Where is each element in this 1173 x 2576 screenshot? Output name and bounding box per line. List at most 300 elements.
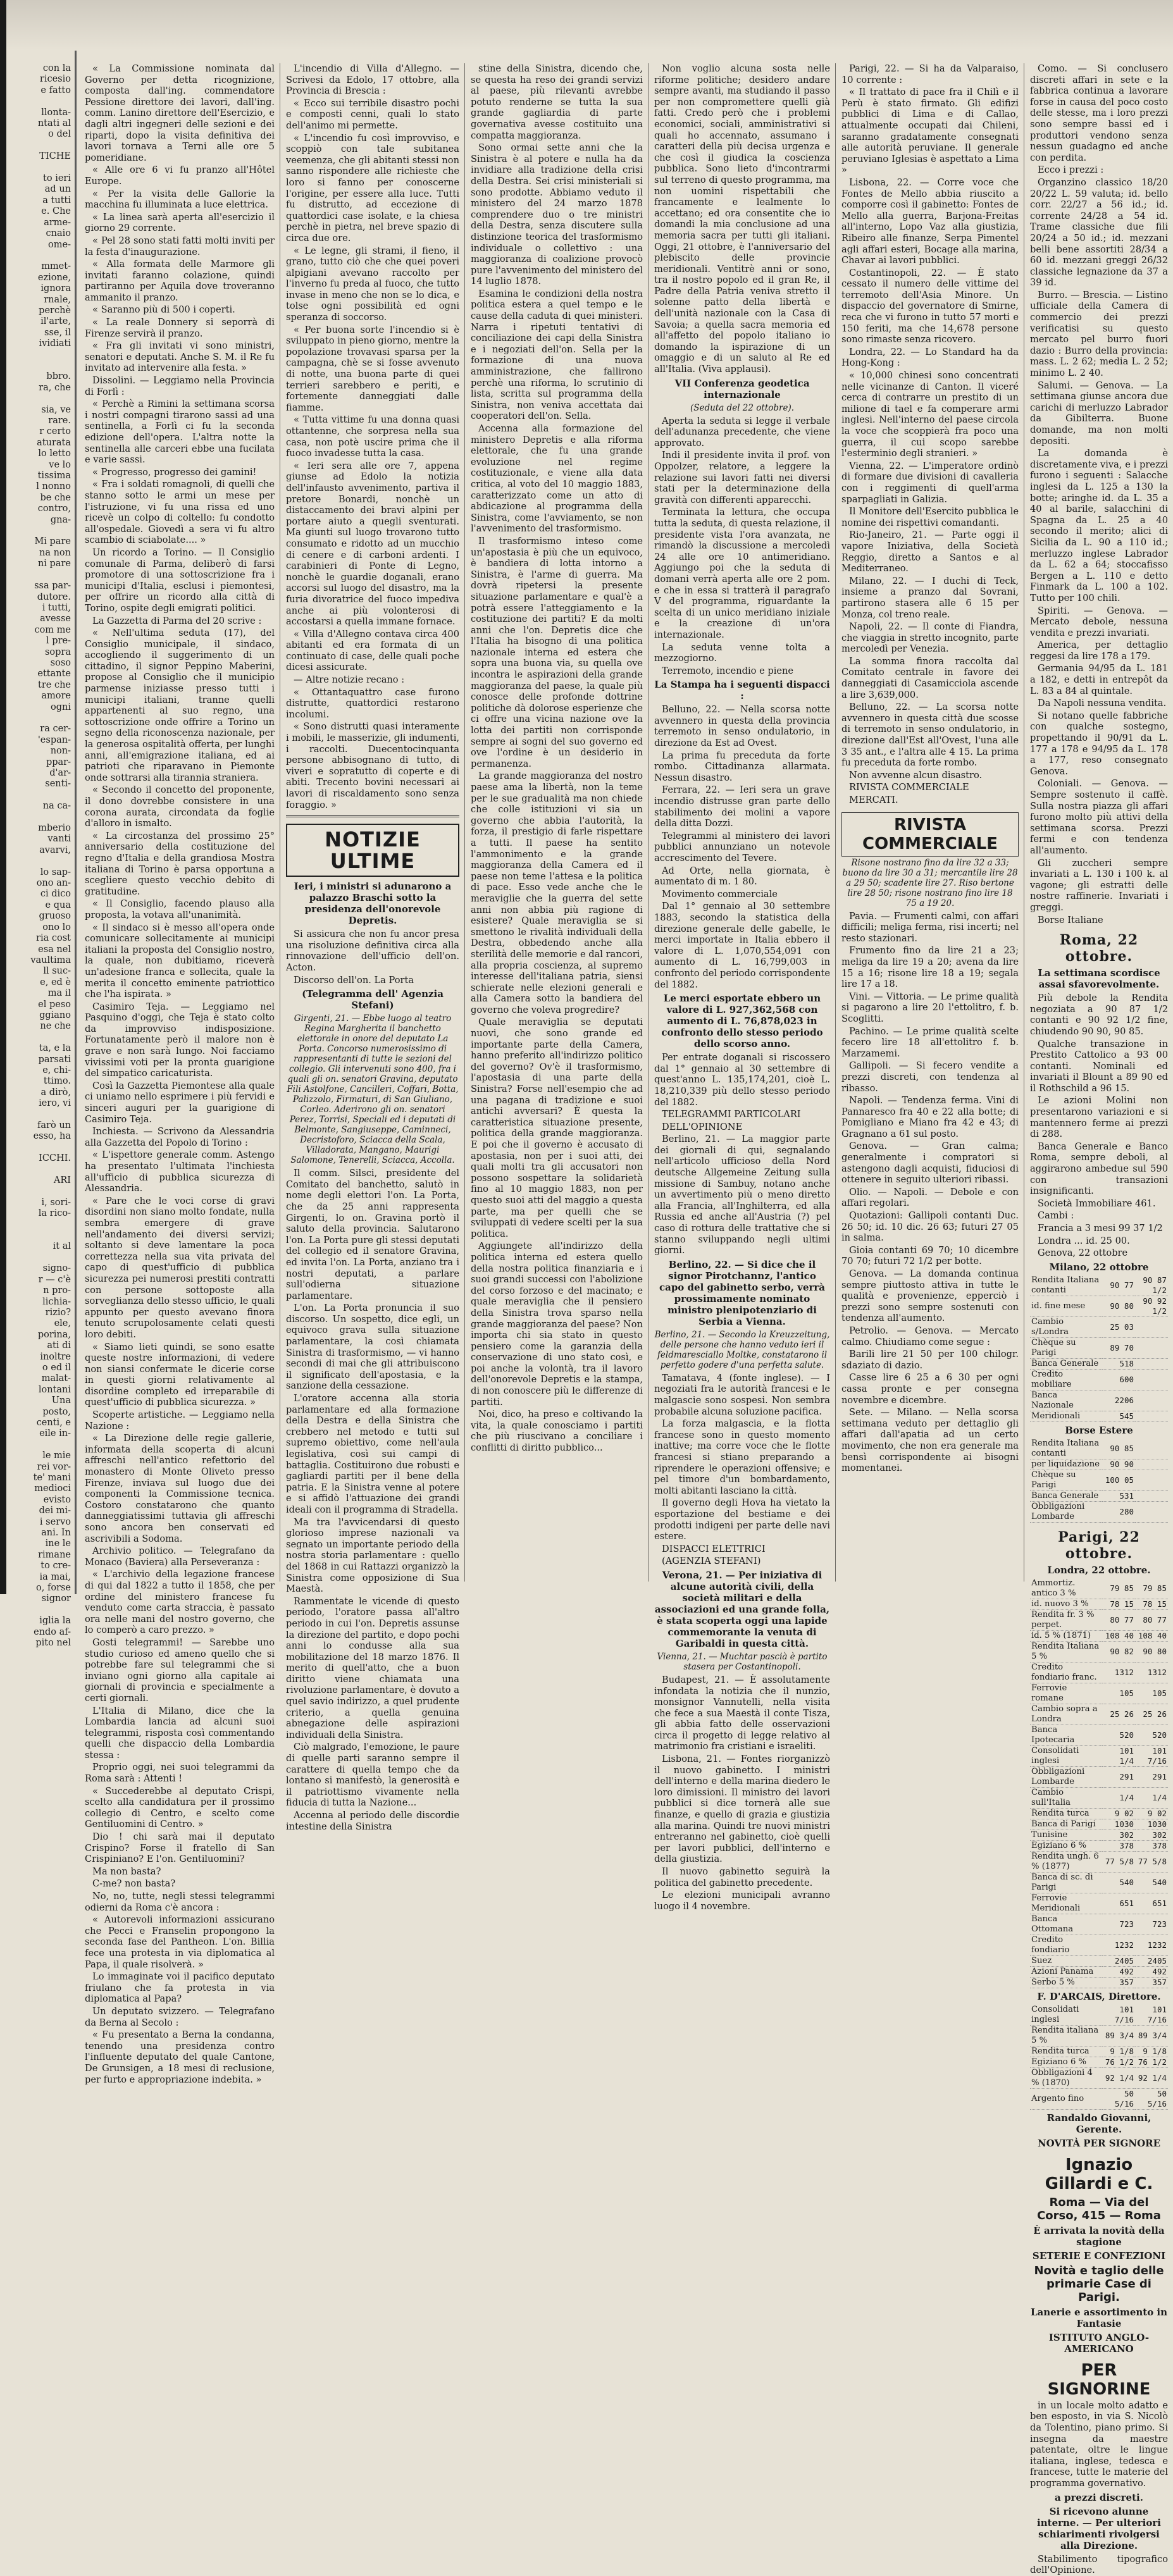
- quote-row: [1030, 1966, 1168, 1977]
- article-paragraph: Qualche transazione in Prestito Cattolico a 93 00 contanti. Nominali ed invariati il Blount a 89 90 ed il Rothschild a 96 15.: [1030, 1038, 1168, 1094]
- quote-cell: Obbligazioni Lombarde: [1030, 1766, 1102, 1787]
- edge-fragment: ogni: [51, 702, 71, 712]
- article-paragraph: C-me? non basta?: [92, 1878, 176, 1890]
- article-paragraph: Aggiungete all'indirizzo della politica interna ed estera quello della nostra politica finanziaria e i suoi grandi successi con l'abolizione del corso forzoso e del macinato; e quale meraviglia che il pensiero della Sinistra trova sparso nella grande maggioranza del paese? Non importa chi sia stato in questo pensiero come la garanzia della conservazione di uno stato così, e poi anche la volontà, tra il lavoro dell'onorevole Depretis e la stampa, di non conoscere più le differenze di partiti.: [471, 1241, 643, 1408]
- edge-fragment: tre che: [38, 679, 71, 690]
- quote-cell: 520: [1135, 1725, 1168, 1745]
- article-paragraph: MERCATI.: [849, 795, 898, 805]
- quote-cell: 651: [1102, 1893, 1135, 1914]
- quote-cell: 101 7/16: [1102, 2005, 1135, 2026]
- section-heading: VII Conferenza geodetica internazionale: [674, 377, 810, 400]
- quote-cell: Tunisine: [1030, 1830, 1102, 1840]
- section-heading: È arrivata la novità della stagione: [1033, 2224, 1165, 2248]
- quote-cell: [1135, 1501, 1168, 1522]
- quote-cell: Chèque su Parigi: [1030, 1470, 1102, 1490]
- article-paragraph: La domanda è discretamente viva, e i prezzi furono i seguenti : Salacche inglesi da L. 125 a 130 la botte; aringhe id. da L. 35 a 40 al barile, salacchini di Spagna da L. 25 a 40 secondo il merito; alici di Sicilia da L. 90 a 110 id.; merluzzo inglese Labrador da L. 62 a 64; stoccafisso Bergen a L. 110 e detto Finmark da L. 100 a 102. Tutto per 100 chili.: [1030, 448, 1168, 604]
- article-paragraph: (AGENZIA STEFANI): [662, 1556, 761, 1567]
- article-paragraph: Sono ormai sette anni che la Sinistra è al potere e nulla ha da invidiare alla tradizione della crisi della Destra. Sei crisi ministeriali si sono prodotte. Abbiamo veduto il ministero del 24 marzo 1878 comprendere duo o tre ministri della Destra, senza discutere sulla distinzione teorica del trasformismo individuale o collettivo : una maggioranza di coalizione provocò pure l'avvenimento del ministero del 14 luglio 1878.: [471, 142, 643, 287]
- section-heading: NOVITÀ PER SIGNORE: [1037, 2137, 1161, 2149]
- quote-cell: 1312: [1102, 1662, 1135, 1683]
- article-paragraph: « Fra i soldati romagnoli, di quelli che stanno sotto le armi un mese per l'istruzione, vi fu una rissa ed uno ricevè un colpo di coltello: fu condotto all'ospedale. Giovedì a sera vi fu altro scambio di sciabolate.... »: [85, 479, 275, 546]
- article-paragraph: Terremoto, incendio e piene: [662, 665, 794, 676]
- quote-cell: 89 3/4: [1135, 2025, 1168, 2046]
- quote-cell: 90 80: [1102, 1296, 1135, 1316]
- quote-row: [1030, 1609, 1168, 1630]
- quote-cell: Cambio s/Londra: [1030, 1316, 1102, 1337]
- previous-page-edge: [8, 63, 71, 1649]
- quote-cell: Rendita turca: [1030, 1808, 1102, 1819]
- quote-cell: Cambio sull'Italia: [1030, 1787, 1102, 1808]
- column-5: [838, 63, 1022, 1582]
- article-paragraph: « Ieri sera alle ore 7, appena giunse ad Edolo la notizia dell'infausto avvenimento, partiva il pretore Bonardi, nonchè un distaccamento dei bravi alpini per portare aiuto a quegli sventurati. Ma giunti sul luogo trovarono tutto consumato e ridotto ad un mucchio di cenere e di carboni ardenti. I carabinieri di Ponte di Legno, nonchè le guardie doganali, erano accorsi sul luogo del disastro, ma la furia divoratrice del fuoco impediva anche ai più volonterosi di accostarsi a quella immane fornace.: [286, 460, 459, 628]
- article-paragraph: Sete. — Milano. — Nella scorsa settimana veduto per dettaglio gli affari dall'apatia ad un certo movimento, che non era generale ma bensì corrispondente ai bisogni momentanei.: [841, 1407, 1019, 1474]
- article-paragraph: « La Commissione nominata dal Governo per detta ricognizione, composta dall'ing. commendatore Pessione direttore dei lavori, dall'ing. comm. Lanino direttore dell'Esercizio, e dagli altri ingegneri delle sezioni e dei riparti, dopo la visita definitiva dei lavori tornava a Terni alle ore 5 pomeridiane.: [85, 63, 275, 163]
- quote-cell: 540: [1135, 1872, 1168, 1893]
- edge-fragment: porina,: [37, 1329, 71, 1340]
- quote-cell: 492: [1135, 1966, 1168, 1977]
- article-paragraph: Rio-Janeiro, 21. — Parte oggi il vapore Iniziativa, della Società Reggio, diretto a Santos e al Mediterraneo.: [841, 529, 1019, 574]
- quote-cell: Banca di Parigi: [1030, 1819, 1102, 1830]
- edge-fragment: aturata: [37, 437, 71, 448]
- quote-row: [1030, 1977, 1168, 1988]
- quote-cell: 9 1/8: [1135, 2046, 1168, 2057]
- edge-fragment: o, forse: [36, 1583, 71, 1594]
- edge-fragment: inoltre: [40, 1351, 71, 1362]
- article-paragraph: « Succederebbe al deputato Crispi, scelto alla candidatura per il prossimo collegio di Centro, e scelto come Gentiluomini di Centro. »: [85, 1785, 275, 1830]
- quote-row: [1030, 1840, 1168, 1851]
- rivista-commerciale-title: RIVISTA COMMERCIALE: [841, 812, 1019, 857]
- edge-fragment: ssa par-: [34, 581, 71, 591]
- article-paragraph: Petrolio. — Genova. — Mercato calmo. Chiudiamo come segue :: [841, 1325, 1019, 1347]
- quote-row: [1030, 1851, 1168, 1872]
- edge-fragment: ICCHI.: [39, 1153, 71, 1164]
- edge-fragment: [8, 713, 71, 724]
- quote-cell: Banca Generale: [1030, 1358, 1102, 1369]
- quote-cell: 89 70: [1102, 1337, 1135, 1358]
- quote-cell: [1135, 1316, 1168, 1337]
- quote-cell: 77 5/8: [1102, 1851, 1135, 1872]
- edge-fragment: ve lo: [49, 459, 71, 470]
- quote-row: [1030, 1390, 1168, 1411]
- quote-cell: 518: [1102, 1358, 1135, 1369]
- edge-fragment: [8, 96, 71, 107]
- quote-row: [1030, 2025, 1168, 2046]
- column-rule: [648, 63, 649, 1582]
- article-paragraph: Tamatava, 4 (fonte inglese). — I negoziati fra le autorità francesi e le malgascie sono sospesi. Non sembra probabile alcuna soluzione pacifica.: [654, 1372, 830, 1417]
- quote-cell: 90 85: [1102, 1439, 1135, 1459]
- article-paragraph: Barili lire 21 50 per 100 chilogr. sdaziato di dazio.: [841, 1349, 1019, 1371]
- edge-fragment: ttimo.: [43, 1076, 71, 1087]
- edge-fragment: [8, 1253, 71, 1263]
- article-paragraph: « L'incendio fu così improvviso, e scoppiò con tale subitanea veemenza, che gli abitanti stessi non sanno rispondere alle richieste che loro si fanno per conoscerne l'origine, per essere alla luce. Tutti fu distrutto, ad eccezione di quattordici case isolate, e la chiesa perchè in pietra, nel breve spazio di circa due ore.: [286, 132, 459, 244]
- article-paragraph: Inchiesta. — Scrivono da Alessandria alla Gazzetta del Popolo di Torino :: [85, 1126, 275, 1148]
- quote-cell: 492: [1102, 1966, 1135, 1977]
- edge-fragment: lo letto: [38, 449, 71, 459]
- quote-cell: Obbligazioni Lombarde: [1030, 1501, 1102, 1522]
- edge-fragment: parsati: [38, 1054, 71, 1065]
- quote-cell: 78 15: [1135, 1599, 1168, 1609]
- edge-fragment: endo af-: [34, 1626, 71, 1637]
- quote-cell: id. nuovo 3 %: [1030, 1599, 1102, 1609]
- article-paragraph: « Alle ore 6 vi fu pranzo all'Hôtel Europe.: [85, 164, 275, 187]
- article-paragraph: « Ottantaquattro case furono distrutte, quattordici restarono incolumi.: [286, 686, 459, 720]
- article-paragraph: « Tutta vittime fu una donna quasi ottantenne, che sorpresa nella sua casa, non potè uscire prima che il fuoco invadesse tutta la casa.: [286, 414, 459, 459]
- article-paragraph: « Progresso, progresso dei gamini!: [92, 466, 257, 478]
- article-paragraph: Berlino, 21. — La maggior parte dei giornali di qui, segnalando nell'articolo ufficioso della Nord deutsche Allgemeine Zeitung sulla missione di Sambuy, notano anche un avvertimento più o meno diretto alla Francia, all'Inghilterra, ed alla Russia ed anche all'Austria (?) pel caso di rottura delle trattative che si stanno sviluppando negli ultimi giorni.: [654, 1134, 830, 1256]
- quote-row: [1030, 1819, 1168, 1830]
- quote-cell: 2405: [1135, 1955, 1168, 1966]
- section-heading: Londra, 22 ottobre.: [1047, 1564, 1151, 1576]
- quote-cell: 651: [1135, 1893, 1168, 1914]
- edge-fragment: a dirò,: [40, 1087, 71, 1098]
- edge-fragment: posto,: [42, 1406, 71, 1417]
- article-paragraph: Quotazioni: Gallipoli contanti Duc. 26 50; id. 10 dic. 26 63; futuri 27 05 in salma.: [841, 1210, 1019, 1244]
- quote-cell: Serbo 5 %: [1030, 1977, 1102, 1988]
- edge-fragment: [8, 1605, 71, 1616]
- quote-cell: Rendita Italiana contanti: [1030, 1275, 1102, 1296]
- edge-fragment: i servo: [39, 1516, 71, 1527]
- edge-fragment: e qua: [45, 900, 71, 910]
- edge-fragment: l pre-: [46, 636, 71, 647]
- article-paragraph: Dio ! chi sarà mai il deputato Crispino? Forse il fratello di San Crispiniano? E l'on. Gentiluomini?: [85, 1831, 275, 1865]
- article-paragraph: Terminata la lettura, che occupa tutta la seduta, di questa relazione, il presidente vista l'ora avanzata, ne rimandò la discussione a mercoledì 24 alle ore 10 antimeridiano. Aggiungo poi che la seduta di domani verrà aperta alle ore 2 pom. e che in essa si tratterà il paragrafo V del programma, riguardante la scelta di un unico meridiano iniziale e la creazione di un'ora internazionale.: [654, 507, 830, 640]
- section-heading: Borse Estere: [1065, 1424, 1133, 1436]
- quote-cell: 101 7/16: [1135, 2005, 1168, 2026]
- quote-cell: 723: [1102, 1914, 1135, 1935]
- edge-fragment: gna-: [50, 514, 71, 525]
- page-fold: [75, 51, 77, 1594]
- quote-cell: Rendita italiana 5 %: [1030, 2025, 1102, 2046]
- article-paragraph: Burro. — Brescia. — Listino ufficiale della Camera di commercio dei prezzi verificatisi su questo mercato pel burro fuori dazio : Burro della provincia: mass. L. 2 62; media L. 2 52; minimo L. 2 40.: [1030, 289, 1168, 379]
- section-heading: Si ricevono alunne interne. — Per ulteriori schiarimenti rivolgersi alla Direzione.: [1037, 2505, 1161, 2551]
- quote-row: [1030, 1935, 1168, 1955]
- edge-fragment: 'espan-: [37, 734, 71, 745]
- edge-fragment: ati di: [47, 1341, 71, 1351]
- article-paragraph: Genova. — La domanda continua sempre piuttosto attiva in tutte le qualità e provenienze, epperciò i prezzi sono sempre sostenuti con tendenza all'aumento.: [841, 1268, 1019, 1324]
- edge-fragment: soso: [50, 657, 71, 668]
- edge-fragment: medioci: [34, 1483, 71, 1494]
- quote-cell: Ammortiz. antico 3 %: [1030, 1578, 1102, 1599]
- quote-cell: 2206: [1102, 1390, 1135, 1411]
- edge-fragment: ra cer-: [40, 724, 71, 734]
- edge-fragment: ll suc-: [43, 966, 71, 977]
- article-paragraph: Genova, 22 ottobre: [1038, 1248, 1128, 1259]
- quote-row: [1030, 1893, 1168, 1914]
- quote-row: [1030, 1358, 1168, 1369]
- quote-row: [1030, 1830, 1168, 1840]
- edge-fragment: cnaio: [46, 228, 71, 239]
- quote-cell: Credito fondiario: [1030, 1935, 1102, 1955]
- quote-row: [1030, 1630, 1168, 1641]
- article-paragraph: Lo immaginate voi il pacifico deputato friulano che fa protesta in via diplomatica al Papa?: [85, 1971, 275, 2005]
- article-paragraph: Noi, dico, ha preso e coltivando la vita, la quale conosciamo i partiti che più riuscivano a conciliare i conflitti di diritto pubblico...: [471, 1409, 643, 1454]
- article-paragraph: Le azioni Molini non presentarono variazioni e si mantennero ferme ai prezzi di 288.: [1030, 1095, 1168, 1140]
- article-paragraph: « Per la visita delle Gallorie la macchina fu illuminata a luce elettrica.: [85, 188, 275, 211]
- edge-fragment: [8, 393, 71, 404]
- article-paragraph: Telegrammi al ministero dei lavori pubblici annunziano un notevole accrescimento del Tevere.: [654, 830, 830, 864]
- quote-cell: Obbligazioni 4 % (1870): [1030, 2067, 1102, 2088]
- column-6: [1026, 63, 1172, 2576]
- edge-fragment: ggiano: [39, 1010, 71, 1020]
- quote-row: [1030, 2067, 1168, 2088]
- edge-fragment: [8, 526, 71, 536]
- edge-fragment: el peso: [38, 999, 71, 1010]
- article-paragraph: DISPACCI ELETTRICI: [662, 1543, 766, 1554]
- column-3: [467, 63, 647, 1582]
- quote-cell: 9 02: [1102, 1808, 1135, 1819]
- article-paragraph: Pachino. — Le prime qualità scelte fecero lire 18 all'ettolitro f. b. Marzamemi.: [841, 1025, 1019, 1059]
- quote-cell: 92 1/4: [1102, 2067, 1135, 2088]
- quote-row: [1030, 1459, 1168, 1470]
- article-paragraph: Belluno, 22. — La scorsa notte avvennero in questa città due scosse di terremoto in senso ondulatorio, in direzione dall'Est all'Ovest, l'una alle 3 35 ant., e l'altra alle 4 15. La prima fu preceduta da forte rombo.: [841, 702, 1019, 769]
- quote-row: [1030, 1725, 1168, 1745]
- edge-fragment: ci dico: [40, 889, 71, 900]
- quote-cell: 90 90: [1102, 1459, 1135, 1470]
- quote-cell: 25 03: [1102, 1316, 1135, 1337]
- article-paragraph: Ma tra l'avvicendarsi di questo glorioso imprese nazionali va segnato un importante periodo della nostra storia parlamentare : quello del 1868 in cui Rattazzi organizzò la Sinistra come opposizione di Sua Maestà.: [286, 1516, 459, 1595]
- article-paragraph: Non avvenne alcun disastro.: [849, 769, 983, 781]
- edge-fragment: le mie: [42, 1451, 71, 1461]
- article-paragraph: Così la Gazzetta Piemontese alla quale ci uniamo nello esprimere i più fervidi e sinceri auguri per la guarigione di Casimiro Teja.: [85, 1080, 275, 1125]
- edge-fragment: con la: [42, 63, 71, 73]
- article-paragraph: « 10,000 chinesi sono concentrati nelle vicinanze di Canton. Il viceré cerca di contrarre un prestito di un milione di tael e fa comperare armi inglesi. Nell'interno del paese circola la voce che scoppierà fra poco una guerra, il cui scopo sarebbe l'esterminio degli stranieri. »: [841, 370, 1019, 459]
- article-paragraph: Stabilimento tipografico dell'Opinione.: [1030, 2553, 1168, 2576]
- quote-cell: [1135, 1459, 1168, 1470]
- edge-fragment: sopra: [44, 647, 71, 657]
- section-heading: Verona, 21. — Per iniziativa di alcune autorità civili, della società militari e della associazioni ed una grande folla, è stata scoperta oggi una lapide commemorante la venuta di Garibaldi in questa città.: [654, 1569, 830, 1649]
- article-paragraph: Milano, 22. — I duchi di Teck, insieme a pranzo dal Sovrani, partirono stasera alle 6 15 per Monza, col treno reale.: [841, 575, 1019, 620]
- article-paragraph: Ferrara, 22. — Ieri sera un grave incendio distrusse gran parte dello stabilimento dei molini a vapore della ditta Dozzi.: [654, 784, 830, 829]
- article-paragraph: Belluno, 22. — Nella scorsa notte avvennero in questa della provincia terremoto in senso ondulatorio, in direzione da Est ad Ovest.: [654, 704, 830, 749]
- quote-table-genova: [1030, 1275, 1168, 1422]
- section-heading: Randaldo Giovanni, Gerente.: [1046, 2112, 1151, 2135]
- quote-row: [1030, 1275, 1168, 1296]
- edge-fragment: [8, 140, 71, 151]
- quote-table-londra: [1030, 2005, 1168, 2110]
- column-2: [282, 63, 463, 1832]
- quote-row: [1030, 1501, 1168, 1522]
- article-paragraph: Spiriti. — Genova. — Mercato debole, nessuna vendita e prezzi invariati.: [1030, 605, 1168, 638]
- article-paragraph: « Nell'ultima seduta (17), del Consiglio municipale, il sindaco, accogliendo il suggerimento di un cittadino, il signor Peppino Maberini, propose al Consiglio che il municipio parmense iniziasse presso tutti i municipi italiani, tranne quelli appartenenti al suo regno, una sottoscrizione onde offrire a Torino un segno della riconoscenza nazionale, per la generosa ospitalità offerta, per lunghi anni, all'emigrazione italiana, ed ai patrioti che riparavano in Piemonte onde sottrarsi alla tirannia straniera.: [85, 628, 275, 783]
- edge-fragment: te' mani: [33, 1473, 71, 1483]
- edge-fragment: esa nel: [38, 944, 71, 955]
- article-paragraph: Banca Generale e Banco Roma, sempre deboli, al aggirarono ambedue sul 590 con transazioni insignificanti.: [1030, 1141, 1168, 1197]
- edge-fragment: vaultima: [30, 955, 71, 965]
- edge-fragment: centi, e: [36, 1417, 71, 1428]
- section-heading: ISTITUTO ANGLO-AMERICANO: [1048, 2331, 1150, 2355]
- edge-fragment: iero, vi: [39, 1098, 71, 1109]
- quote-cell: 77 5/8: [1135, 1851, 1168, 1872]
- section-heading: Milano, 22 ottobre: [1049, 1261, 1149, 1273]
- edge-fragment: ono lo: [42, 922, 71, 932]
- article-paragraph: Si assicura che non fu ancor presa una risoluzione definitiva circa alla rinnovazione dell'ufficio dell'on. Acton.: [286, 929, 459, 973]
- edge-fragment: amore: [41, 691, 71, 702]
- quote-cell: id. 5 % (1871): [1030, 1630, 1102, 1641]
- article-paragraph: « Pare che le voci corse di gravi disordini non siano molto fondate, nulla sembra emergere di grave nell'andamento dei diversi servizi; soltanto si deve lamentare la poca correttezza nella sua vita privata del capo di quest'ufficio di pubblica sicurezza pei numerosi prestiti contratti con persone sottoposte alla sorveglianza dello stesso ufficio, le quali appunto per questo avevano finora tenuto scrupolosamente celati questi loro debiti.: [85, 1195, 275, 1340]
- article-paragraph: Lisbona, 21. — Fontes riorganizzò il nuovo gabinetto. I ministri dell'interno e della marina diedero le loro dimissioni. Il ministro dei lavori pubblici si dice tornerà alle sue finanze, e quello di grazia e giustizia alla marina. Quindi tre nuovi ministri entreranno nel gabinetto, cioè quelli per lavori pubblici, dell'interno e della giustizia.: [654, 1754, 830, 1865]
- edge-fragment: non-: [50, 746, 71, 757]
- edge-fragment: i tutti,: [42, 602, 71, 613]
- edge-fragment: TICHE: [39, 151, 71, 162]
- quote-row: [1030, 1872, 1168, 1893]
- article-paragraph: « Ecco sui terribile disastro pochi e composti cenni, quali lo stato dell'animo mi permette.: [286, 97, 459, 131]
- edge-fragment: [8, 1440, 71, 1451]
- edge-fragment: ta, e la: [39, 1043, 71, 1054]
- article-paragraph: « Fu presentato a Berna la condanna, tenendo una presidenza contro l'influente deputato del quale Cantone, De Grunsigen, a 18 mesi di reclusione, per furto e appropriazione indebita. »: [85, 2029, 275, 2085]
- edge-fragment: a tutti: [42, 195, 71, 206]
- quote-cell: 92 1/4: [1135, 2067, 1168, 2088]
- quote-table-milano: [1030, 1439, 1168, 1523]
- quote-row: [1030, 1808, 1168, 1819]
- edge-fragment: arme-: [44, 217, 71, 228]
- quote-cell: [1135, 1369, 1168, 1390]
- quote-cell: 76 1/2: [1135, 2057, 1168, 2067]
- article-paragraph: Ecco i prezzi :: [1038, 164, 1104, 176]
- quote-cell: 1232: [1102, 1935, 1135, 1955]
- quote-cell: 9 1/8: [1102, 2046, 1135, 2057]
- article-paragraph: Si notano quelle fabbriche con qualche sostegno, propettando il 90/91 da L. 177 a 178 e 94/95 da L. 178 a 177, reso consegnato Genova.: [1030, 710, 1168, 777]
- edge-fragment: Una: [51, 1396, 71, 1406]
- quote-cell: 101 1/4: [1102, 1745, 1135, 1766]
- article-paragraph: L'oratore accenna alla storia parlamentare ed alla formazione della Destra e della Sinistra che crebbero nel metodo e tutti sul supremo obiettivo, come nell'aula legislativa, così sui campi di battaglia. Costituirono due robusti e gagliardi partiti per il bene della patria. E la Sinistra venne al potere e si affidò l'attuazione dei grandi ideali con il programma di Stradella.: [286, 1393, 459, 1515]
- quote-cell: 101 7/16: [1135, 1745, 1168, 1766]
- article-paragraph: Più debole la Rendita negoziata a 90 87 1/2 contanti e 90 92 1/2 fine, chiudendo 90 90, 90 85.: [1030, 993, 1168, 1037]
- article-paragraph: Parigi, 22. — Si ha da Valparaiso, 10 corrente :: [841, 63, 1019, 85]
- article-paragraph: L'on. La Porta pronuncia il suo discorso. Un sospetto, dice egli, un equivoco grava sulla situazione parlamentare, la così chiamata Sinistra di trasformismo, — vi hanno secondi di mai che gli attribuiscono il significato dell'apostasia, e la sanzione della cessazione.: [286, 1303, 459, 1392]
- article-paragraph: L'incendio di Villa d'Allegno. — Scrivesi da Edolo, 17 ottobre, alla Provincia di Brescia :: [286, 63, 459, 97]
- quote-cell: Consolidati inglesi: [1030, 2005, 1102, 2026]
- edge-fragment: ani. In: [41, 1528, 71, 1539]
- section-heading: Le merci esportate ebbero un valore di L. 927,362,568 con aumento di L. 76,878,023 in confronto dello stesso periodo dello scorso anno.: [661, 993, 823, 1050]
- quote-cell: [1135, 1358, 1168, 1369]
- edge-fragment: r — c'è: [38, 1274, 71, 1285]
- edge-fragment: o ed il: [42, 1362, 71, 1373]
- article-paragraph: No, no, tutte, negli stessi telegrammi odierni da Roma c'è ancora :: [85, 1891, 275, 1913]
- article-paragraph: La somma finora raccolta dal Comitato centrale in favore dei danneggiati di Casamicciola ascende a lire 3,639,000.: [841, 655, 1019, 700]
- edge-fragment: [8, 812, 71, 823]
- edge-fragment: Mi pare: [34, 536, 71, 547]
- quote-cell: 9 02: [1135, 1808, 1168, 1819]
- article-paragraph: « Il sindaco si è messo all'opera onde comunicare sollecitamente ai municipi italiani la proposta del Consiglio nostro, la quale, non dubitiamo, riceverà un'adesione franca e sollecita, quale la merita il concetto eminente patriottico che l'ha ispirata. »: [85, 922, 275, 1000]
- quote-row: [1030, 1470, 1168, 1490]
- quote-cell: Rendita turca: [1030, 2046, 1102, 2057]
- edge-fragment: contro,: [37, 504, 71, 514]
- article-paragraph: Le elezioni municipali avranno luogo il 4 novembre.: [654, 1890, 830, 1912]
- article-paragraph: « Fra gli invitati vi sono ministri, senatori e deputati. Anche S. M. il Re fu invitato ad intervenire alla festa. »: [85, 340, 275, 374]
- quote-row: [1030, 1914, 1168, 1935]
- article-paragraph: Napoli, 22. — Il conte di Fiandra, che viaggia in stretto incognito, parte mercoledì per Venezia.: [841, 621, 1019, 655]
- article-paragraph: « Le legne, gli strami, il fieno, il grano, tutto ciò che che quei poveri alpigiani avevano raccolto per l'inverno fu preda al fuoco, che tutto invase in meno che non se lo dica, e tolse ogni possibilità ed ogni speranza di soccorso.: [286, 245, 459, 323]
- quote-cell: [1135, 1411, 1168, 1421]
- edge-fragment: lontani: [38, 1384, 71, 1395]
- article-paragraph: La prima fu preceduta da forte rombo. Cittadinanza allarmata. Nessun disastro.: [654, 750, 830, 783]
- quote-cell: 25 26: [1102, 1704, 1135, 1725]
- quote-row: [1030, 1490, 1168, 1501]
- edge-fragment: ricesio: [39, 74, 71, 85]
- edge-fragment: it al: [53, 1241, 71, 1252]
- article-paragraph: « L'ispettore generale comm. Astengo ha presentato l'ultimata l'inchiesta all'ufficio di pubblica sicurezza di Alessandria.: [85, 1149, 275, 1194]
- edge-fragment: [8, 1165, 71, 1175]
- edge-fragment: com me: [34, 624, 71, 635]
- quote-cell: 531: [1102, 1490, 1135, 1501]
- edge-fragment: rare.: [48, 416, 71, 426]
- quote-cell: [1135, 1390, 1168, 1411]
- article-paragraph: RIVISTA COMMERCIALE: [849, 782, 969, 793]
- article-paragraph: Società Immobiliare 461.: [1038, 1198, 1156, 1209]
- edge-fragment: sse, il: [44, 327, 71, 338]
- edge-fragment: [8, 350, 71, 361]
- article-paragraph: Budapest, 21. — È assolutamente infondata la notizia che il nunzio, monsignor Vannutelli, nella visita che fece a sua Maestà il conte Tisza, gli abbia fatto delle osservazioni circa il progetto di legge relativo al matrimonio fra cristiani e israeliti.: [654, 1674, 830, 1752]
- edge-fragment: avesse: [40, 614, 71, 624]
- article-paragraph: « Il trattato di pace fra il Chilì e il Perù è stato firmato. Gli edifizi pubblici di Lima e di Callao, attualmente occupati dai Chileni, saranno gradatamente consegnati alle autorità peruviane. Il generale peruviano Iglesias è aspettato a Lima »: [841, 87, 1019, 176]
- quote-cell: 357: [1135, 1977, 1168, 1988]
- quote-row: [1030, 1955, 1168, 1966]
- quote-row: [1030, 1296, 1168, 1316]
- edge-fragment: rnale,: [44, 294, 71, 305]
- quote-cell: 1030: [1135, 1819, 1168, 1830]
- section-heading: Novità e taglio delle primarie Case di Parigi.: [1034, 2263, 1164, 2304]
- edge-fragment: dutore.: [37, 591, 71, 602]
- article-paragraph: Francia a 3 mesi 99 37 1/2: [1038, 1223, 1163, 1234]
- quote-row: [1030, 1787, 1168, 1808]
- edge-fragment: ne che: [40, 1021, 71, 1032]
- left-gutter: [0, 0, 6, 1594]
- quote-cell: 89 3/4: [1102, 2025, 1135, 2046]
- article-paragraph: Organzino classico 18/20 20/22 L. 59 valuta; id. bello corr. 22/27 a 56 id.; id. corrente 24/28 a 54 id. Trame classiche due fili 20/24 a 50 id.; id. mezzani belli bene assortiti 28/34 a 60 id. mezzani greggi 26/32 classiche legnazione da 37 a 39 id.: [1030, 176, 1168, 288]
- quote-cell: 1312: [1135, 1662, 1168, 1683]
- quote-cell: Ferrovie Meridionali: [1030, 1893, 1102, 1914]
- edge-fragment: eile in-: [39, 1428, 71, 1439]
- edge-fragment: ia mai,: [39, 1571, 71, 1582]
- edge-fragment: o del: [48, 129, 71, 140]
- edge-fragment: iglia la: [39, 1616, 71, 1626]
- quote-cell: 1/4: [1135, 1787, 1168, 1808]
- article-paragraph: stine della Sinistra, dicendo che, se questa ha reso dei grandi servizi al paese, più rilevanti avrebbe potuto renderne se tutta la sua grande gagliardia di parte governativa avesse costituito una compatta maggioranza.: [471, 63, 643, 141]
- edge-fragment: to ieri: [43, 173, 71, 184]
- article-paragraph: « La linea sarà aperta all'esercizio il giorno 29 corrente.: [85, 211, 275, 234]
- quote-cell: Rendita Italiana contanti: [1030, 1439, 1102, 1459]
- article-paragraph: Ciò malgrado, l'emozione, le paure di quelle parti saranno sempre il carattere di quella tempo che da lontano si manifestò, la generosità e il patriottismo vivamente nella fiducia di tutta la Nazione...: [286, 1742, 459, 1809]
- quote-cell: 79 85: [1135, 1578, 1168, 1599]
- notizie-ultime-title: NOTIZIE ULTIME: [286, 824, 459, 877]
- quote-cell: 2405: [1102, 1955, 1135, 1966]
- article-paragraph: Napoli. — Tendenza ferma. Vini di Pannaresco fra 40 e 22 alla botte; di Pomigliano e Miano fra 42 e 43; di Gragnano a 61 sul posto.: [841, 1095, 1019, 1139]
- article-paragraph: Un ricordo a Torino. — Il Consiglio comunale di Parma, deliberò di farsi promotore di una sottoscrizione fra i municipi d'Italia, esclusi i piemontesi, per offrire un ricordo alla città di Torino, ospite degli emigrati politici.: [85, 547, 275, 614]
- article-paragraph: Cambi :: [1038, 1210, 1074, 1222]
- quote-cell: [1135, 1470, 1168, 1490]
- quote-cell: 520: [1102, 1725, 1135, 1745]
- quote-cell: 80 77: [1135, 1609, 1168, 1630]
- article-paragraph: Archivio politico. — Telegrafano da Monaco (Baviera) alla Perseveranza :: [85, 1545, 275, 1568]
- quote-cell: Banca Ipotecaria: [1030, 1725, 1102, 1745]
- quote-row: [1030, 1599, 1168, 1609]
- edge-fragment: ma il: [47, 988, 71, 999]
- section-heading: La settimana scordisce assai sfavorevolmente.: [1038, 967, 1160, 991]
- section-heading: a prezzi discreti.: [1055, 2491, 1143, 2503]
- edge-fragment: tissima: [37, 471, 71, 481]
- edge-fragment: [8, 790, 71, 801]
- article-paragraph: Il comm. Silsci, presidente del Comitato del banchetto, salutò in nome degli elettori l'on. La Porta, che da 25 anni rappresenta Girgenti, lo on. Gravina portò il saluto della provincia. Salutarono l'on. La Porta pure gli stessi deputati del collegio ed il senatore Gravina, ed invita l'on. La Porta, anziano tra i nostri deputati, a parlare sull'odierna situazione parlamentare.: [286, 1168, 459, 1301]
- article-paragraph: Il governo degli Hova ha vietato la esportazione del bestiame e dei prodotti indigeni per parte delle navi estere.: [654, 1497, 830, 1542]
- quote-cell: Egiziano 6 %: [1030, 2057, 1102, 2067]
- article-paragraph: Lisbona, 22. — Corre voce che Fontes de Mello abbia riuscito a comporre così il gabinetto: Fontes de Mello alla guerra, Barjona-Freitas all'interno, Lopo Vaz alla giustizia, Ribeiro alle finanze, Serpa Pimentel agli affari esteri, Bocage alla marina, Chavar ai lavori pubblici.: [841, 176, 1019, 266]
- article-paragraph: — Altre notizie recano :: [294, 674, 405, 686]
- quote-cell: Banca Nazionale: [1030, 1390, 1102, 1411]
- quote-cell: 76 1/2: [1102, 2057, 1135, 2067]
- section-heading: Risone nostrano fino da lire 32 a 33; buono da lire 30 a 31; mercantile lire 28 a 29 50; scadente lire 27. Riso bertone lire 28 50; risone nostrano fino lire 18 75 a 19 20.: [842, 857, 1018, 908]
- article-paragraph: Esamina le condizioni della nostra politica estera a quel tempo e le cause della caduta di quei ministeri. Narra i ripetuti tentativi di conciliazione dei capi della Sinistra e i negoziati dell'on. Sella per la formazione di una nuova amministrazione, che fallirono perchè una riforma, lo scrutinio di lista, scritta sul programma della Sinistra, non veniva accettata dai cooperatori dell'on. Sella.: [471, 288, 643, 422]
- quote-cell: 302: [1135, 1830, 1168, 1840]
